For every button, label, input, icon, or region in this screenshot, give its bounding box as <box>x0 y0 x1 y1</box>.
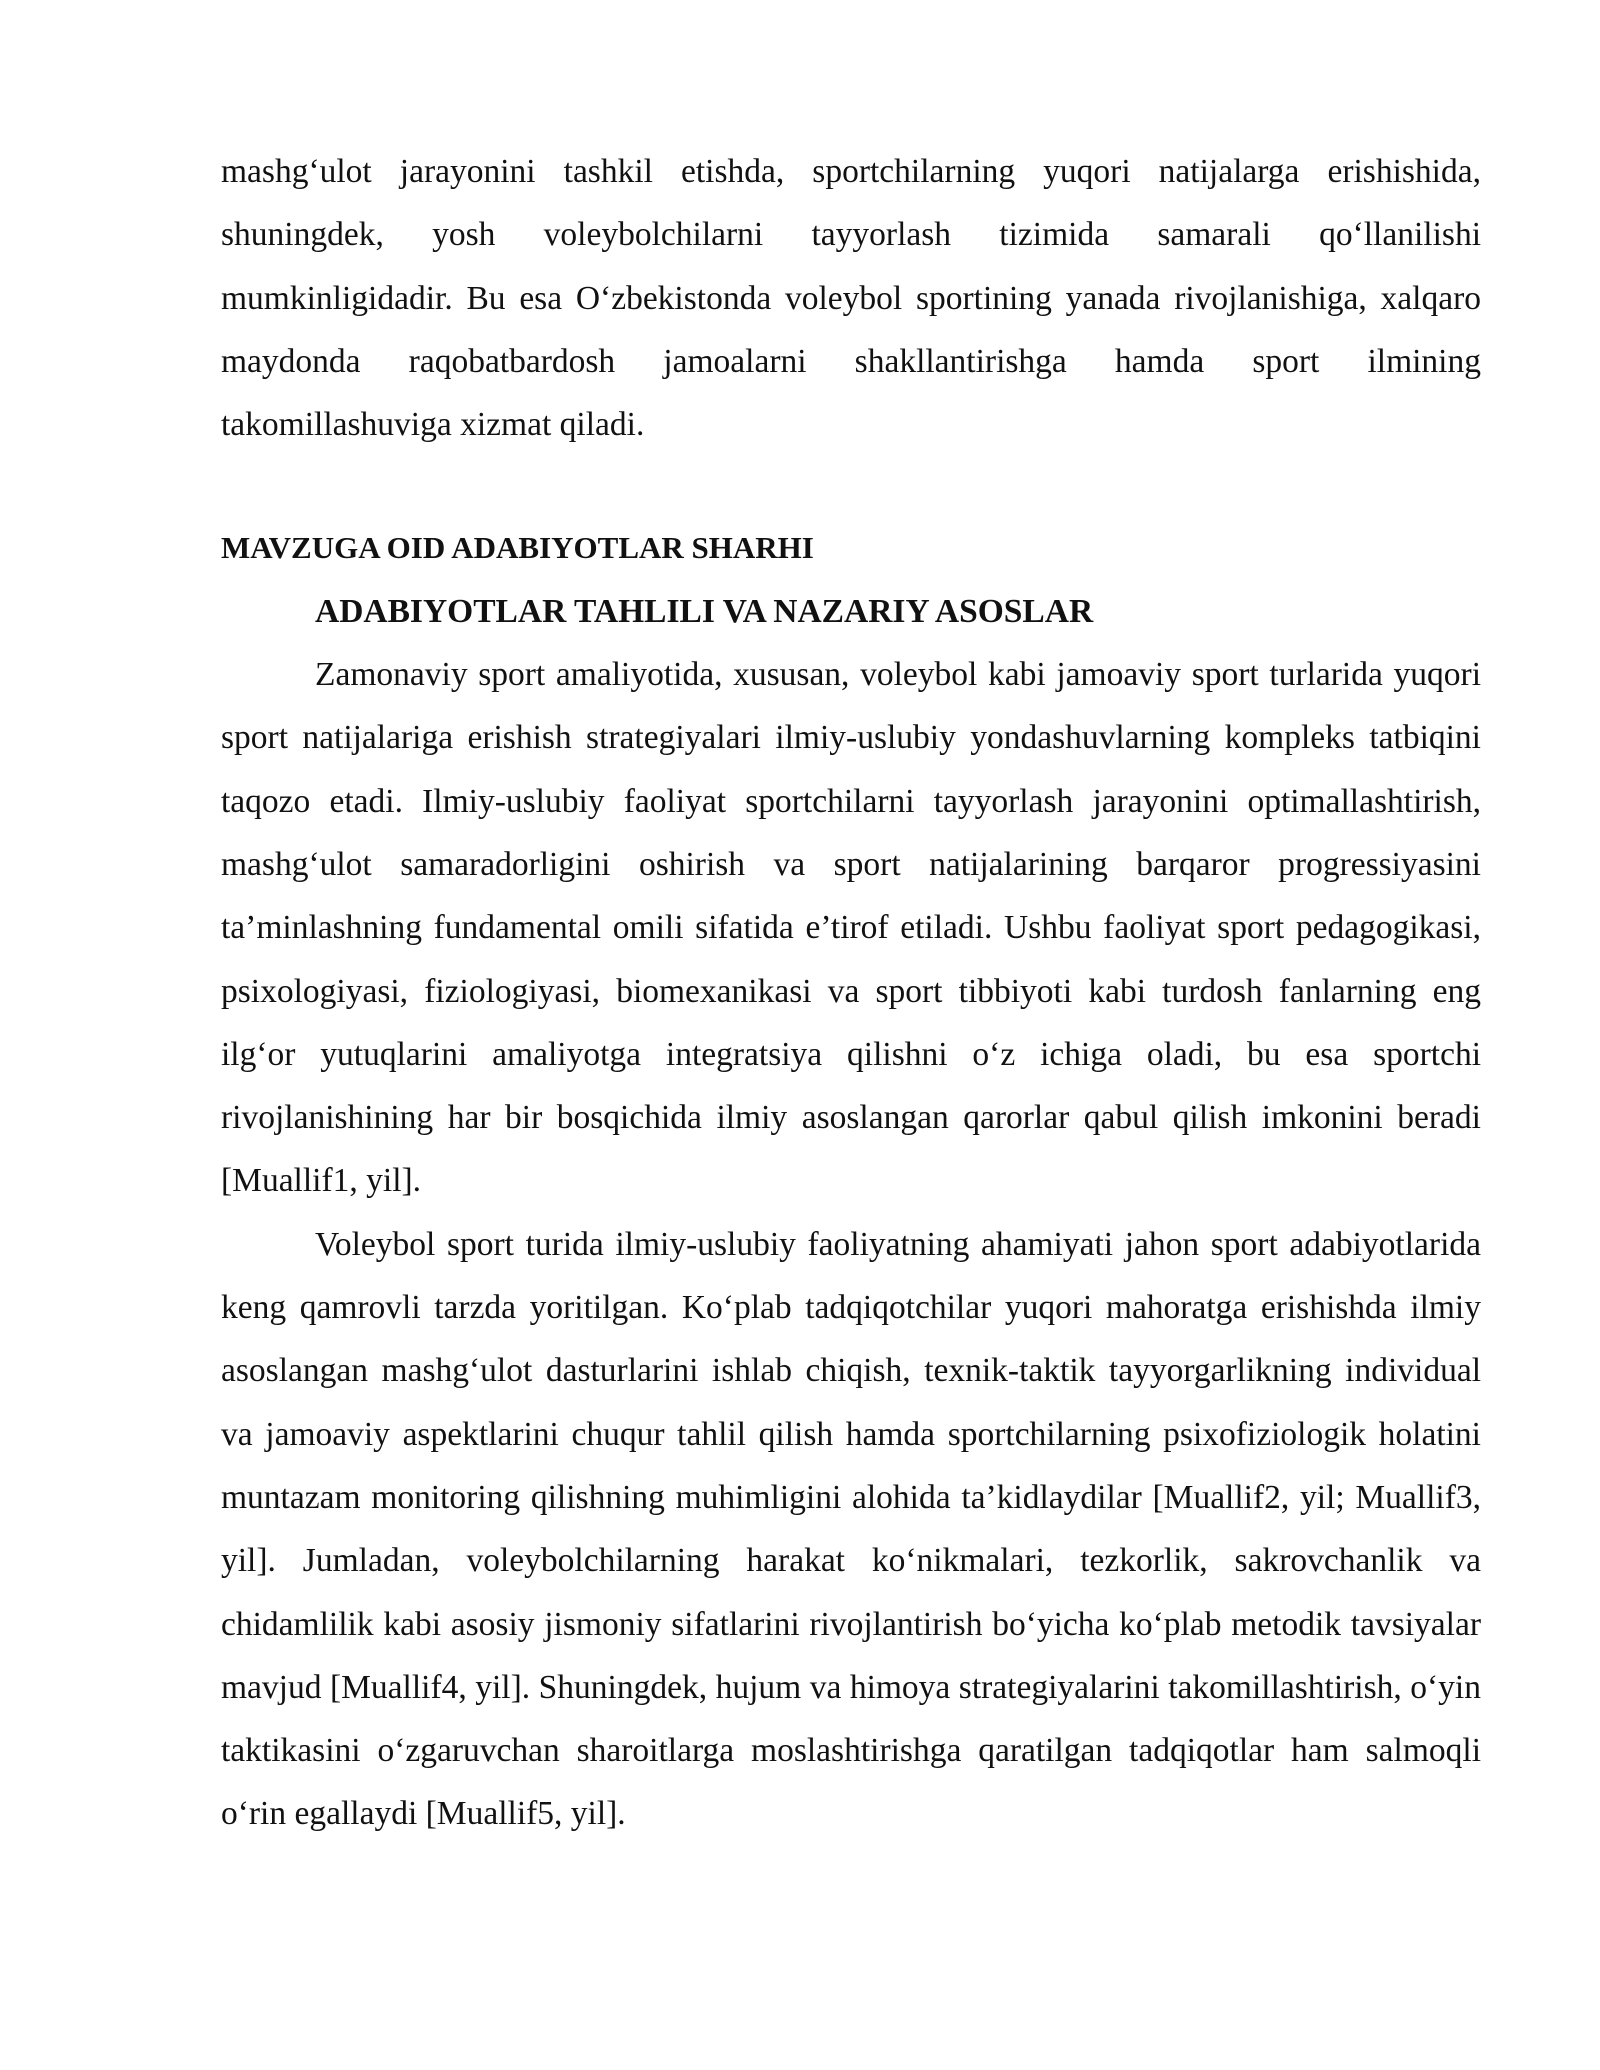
subsection-heading: ADABIYOTLAR TAHLILI VA NAZARIY ASOSLAR <box>315 592 1094 630</box>
section-heading: MAVZUGA OID ADABIYOTLAR SHARHI <box>221 530 814 566</box>
body-paragraph-1: Zamonaviy sport amaliyotida, xususan, voleybol kabi jamoaviy sport turlarida yuqori sport natijalariga erishish strategiyalari ilmiy-uslubiy yondashuvlarning kompleks tatbiqini taqozo etadi. Ilmiy-uslubiy faoliyat sportchilarni tayyorlash jarayonini optimallashtirish, mashg‘ulot samaradorligini oshirish va sport natijalarining barqaror progressiyasini ta’minlashning fundamental omili sifatida e’tirof etiladi. Ushbu faoliyat sport pedagogikasi, psixologiyasi, fiziologiyasi, biomexanikasi va sport tibbiyoti kabi turdosh fanlarning eng ilg‘or yutuqlarini amaliyotga integratsiya qilishni o‘z ichiga oladi, bu esa sportchi rivojlanishining har bir bosqichida ilmiy asoslangan qarorlar qabul qilish imkonini beradi [Muallif1, yil]. <box>221 656 1481 1200</box>
document-page <box>221 140 1481 1846</box>
intro-paragraph: mashg‘ulot jarayonini tashkil etishda, sportchilarning yuqori natijalarga erishishida, shuningdek, yosh voleybolchilarni tayyorlash tizimida samarali qo‘llanilishi mumkinligidadir. Bu esa O‘zbekistonda voleybol sportining yanada rivojlanishiga, xalqaro maydonda raqobatbardosh jamoalarni shakllantirishga hamda sport ilmining takomillashuviga xizmat qiladi. <box>221 153 1481 444</box>
body-paragraph-2: Voleybol sport turida ilmiy-uslubiy faoliyatning ahamiyati jahon sport adabiyotlarida keng qamrovli tarzda yoritilgan. Ko‘plab tadqiqotchilar yuqori mahoratga erishishda ilmiy asoslangan mashg‘ulot dasturlarini ishlab chiqish, texnik-taktik tayyorgarlikning individual va jamoaviy aspektlarini chuqur tahlil qilish hamda sportchilarning psixofiziologik holatini muntazam monitoring qilishning muhimligini alohida ta’kidlaydilar [Muallif2, yil; Muallif3, yil]. Jumladan, voleybolchilarning harakat ko‘nikmalari, tezkorlik, sakrovchanlik va chidamlilik kabi asosiy jismoniy sifatlarini rivojlantirish bo‘yicha ko‘plab metodik tavsiyalar mavjud [Muallif4, yil]. Shuningdek, hujum va himoya strategiyalarini takomillashtirish, o‘yin taktikasini o‘zgaruvchan sharoitlarga moslashtirishga qaratilgan tadqiqotlar ham salmoqli o‘rin egallaydi [Muallif5, yil]. <box>221 1225 1481 1833</box>
section-spacer <box>221 456 1481 516</box>
